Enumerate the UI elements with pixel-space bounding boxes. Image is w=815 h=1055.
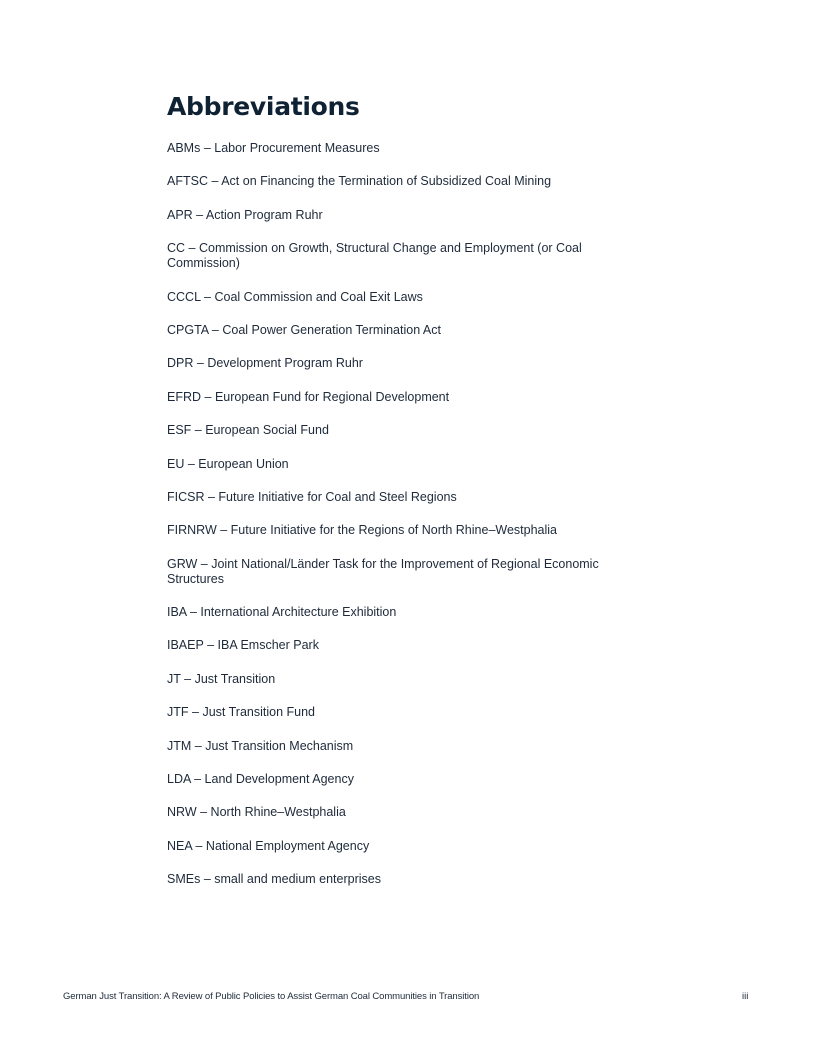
abbreviation-definition: Coal Power Generation Termination Act [222, 322, 441, 337]
abbreviation-item-eu [167, 457, 617, 472]
abbreviation-term: AFTSC [167, 174, 208, 189]
abbreviation-item-jtm [167, 739, 617, 754]
abbreviation-term: ESF [167, 423, 192, 438]
abbreviation-definition: small and medium enterprises [214, 872, 381, 887]
abbreviation-item-smes [167, 872, 617, 887]
abbreviation-definition: North Rhine–Westphalia [210, 805, 346, 820]
abbreviation-separator: – [203, 638, 218, 653]
abbreviation-definition: European Union [198, 456, 289, 471]
abbreviation-separator: – [204, 489, 219, 504]
abbreviation-term: JTF [167, 705, 189, 720]
abbreviation-definition: Action Program Ruhr [205, 207, 323, 222]
abbreviation-item-ibaep [167, 638, 617, 653]
page-title: Abbreviations [167, 92, 360, 121]
abbreviation-item-aftsc [167, 174, 617, 189]
abbreviation-definition: Land Development Agency [204, 772, 354, 787]
abbreviation-term: FIRNRW [167, 523, 217, 538]
abbreviation-item-firnrw [167, 523, 617, 538]
abbreviation-definition: Just Transition [194, 671, 276, 686]
abbreviation-separator: – [207, 174, 222, 189]
abbreviation-item-efrd [167, 390, 617, 405]
abbreviation-separator: – [180, 671, 195, 686]
abbreviation-separator: – [208, 322, 223, 337]
abbreviation-separator: – [184, 456, 199, 471]
abbreviation-term: DPR [167, 356, 194, 371]
abbreviation-term: JT [167, 671, 181, 686]
abbreviation-definition: Commission on Growth, Structural Change and Employment (or Coal Commission) [167, 241, 582, 271]
abbreviation-separator: – [196, 805, 211, 820]
abbreviation-term: IBA [167, 605, 187, 620]
abbreviation-separator: – [192, 207, 206, 222]
abbreviation-separator: – [188, 705, 203, 720]
abbreviation-term: CC [167, 241, 186, 256]
abbreviation-definition: Coal Commission and Coal Exit Laws [214, 289, 423, 304]
abbreviation-separator: – [216, 523, 231, 538]
abbreviation-separator: – [190, 772, 205, 787]
abbreviation-term: EFRD [167, 389, 202, 404]
abbreviation-item-dpr [167, 356, 617, 371]
abbreviation-separator: – [197, 556, 212, 571]
abbreviation-term: LDA [167, 772, 191, 787]
abbreviation-separator: – [193, 356, 208, 371]
abbreviation-term: NEA [167, 838, 193, 853]
abbreviation-definition: European Fund for Regional Development [214, 389, 450, 404]
abbreviation-term: EU [167, 456, 185, 471]
abbreviation-separator: – [191, 423, 206, 438]
abbreviation-term: SMEs [167, 872, 201, 887]
abbreviation-definition: Labor Procurement Measures [214, 141, 380, 155]
abbreviation-item-lda [167, 772, 617, 787]
abbreviation-item-cc [167, 241, 617, 271]
abbreviation-term: GRW [167, 556, 198, 571]
abbreviation-definition: National Employment Agency [205, 838, 370, 853]
abbreviation-term: APR [167, 207, 193, 222]
abbreviation-term: NRW [167, 805, 197, 820]
abbreviation-term: CCCL [167, 289, 201, 304]
footer-document-title: German Just Transition: A Review of Public Policies to Assist German Coal Communities in Transition [63, 991, 480, 1002]
abbreviation-item-cccl [167, 290, 617, 305]
abbreviation-separator: – [185, 241, 199, 256]
abbreviation-item-nrw [167, 805, 617, 820]
abbreviation-definition: Act on Financing the Termination of Subsidized Coal Mining [221, 174, 552, 189]
abbreviation-item-ficsr [167, 490, 617, 505]
abbreviation-definition: Future Initiative for Coal and Steel Regions [218, 489, 457, 504]
abbreviation-separator: – [200, 289, 215, 304]
abbreviation-definition: Just Transition Fund [202, 705, 315, 720]
abbreviation-separator: – [200, 872, 215, 887]
abbreviation-definition: International Architecture Exhibition [200, 605, 397, 620]
abbreviation-item-apr [167, 208, 617, 223]
abbreviation-item-nea [167, 839, 617, 854]
abbreviation-item-jt [167, 672, 617, 687]
abbreviation-list [167, 141, 617, 906]
abbreviation-definition: European Social Fund [205, 423, 329, 438]
abbreviation-item-grw [167, 557, 617, 587]
abbreviation-item-cpgta [167, 323, 617, 338]
abbreviation-item-iba [167, 605, 617, 620]
abbreviation-definition: Just Transition Mechanism [205, 738, 354, 753]
abbreviation-term: CPGTA [167, 322, 209, 337]
abbreviation-term: JTM [167, 738, 192, 753]
abbreviation-definition: Joint National/Länder Task for the Improvement of Regional Economic Structures [167, 556, 599, 586]
abbreviation-term: ABMs [167, 141, 201, 155]
footer-page-number: iii [742, 991, 749, 1002]
abbreviation-definition: Future Initiative for the Regions of North Rhine–Westphalia [230, 523, 558, 538]
abbreviation-separator: – [192, 838, 206, 853]
abbreviation-separator: – [191, 738, 206, 753]
abbreviation-definition: Development Program Ruhr [207, 356, 363, 371]
abbreviation-definition: IBA Emscher Park [217, 638, 319, 653]
abbreviation-item-jtf [167, 705, 617, 720]
abbreviation-item-esf [167, 423, 617, 438]
abbreviation-item-abms [167, 141, 617, 156]
abbreviation-separator: – [200, 141, 215, 155]
abbreviation-term: IBAEP [167, 638, 204, 653]
abbreviation-separator: – [201, 389, 215, 404]
abbreviation-separator: – [186, 605, 201, 620]
abbreviation-term: FICSR [167, 489, 205, 504]
